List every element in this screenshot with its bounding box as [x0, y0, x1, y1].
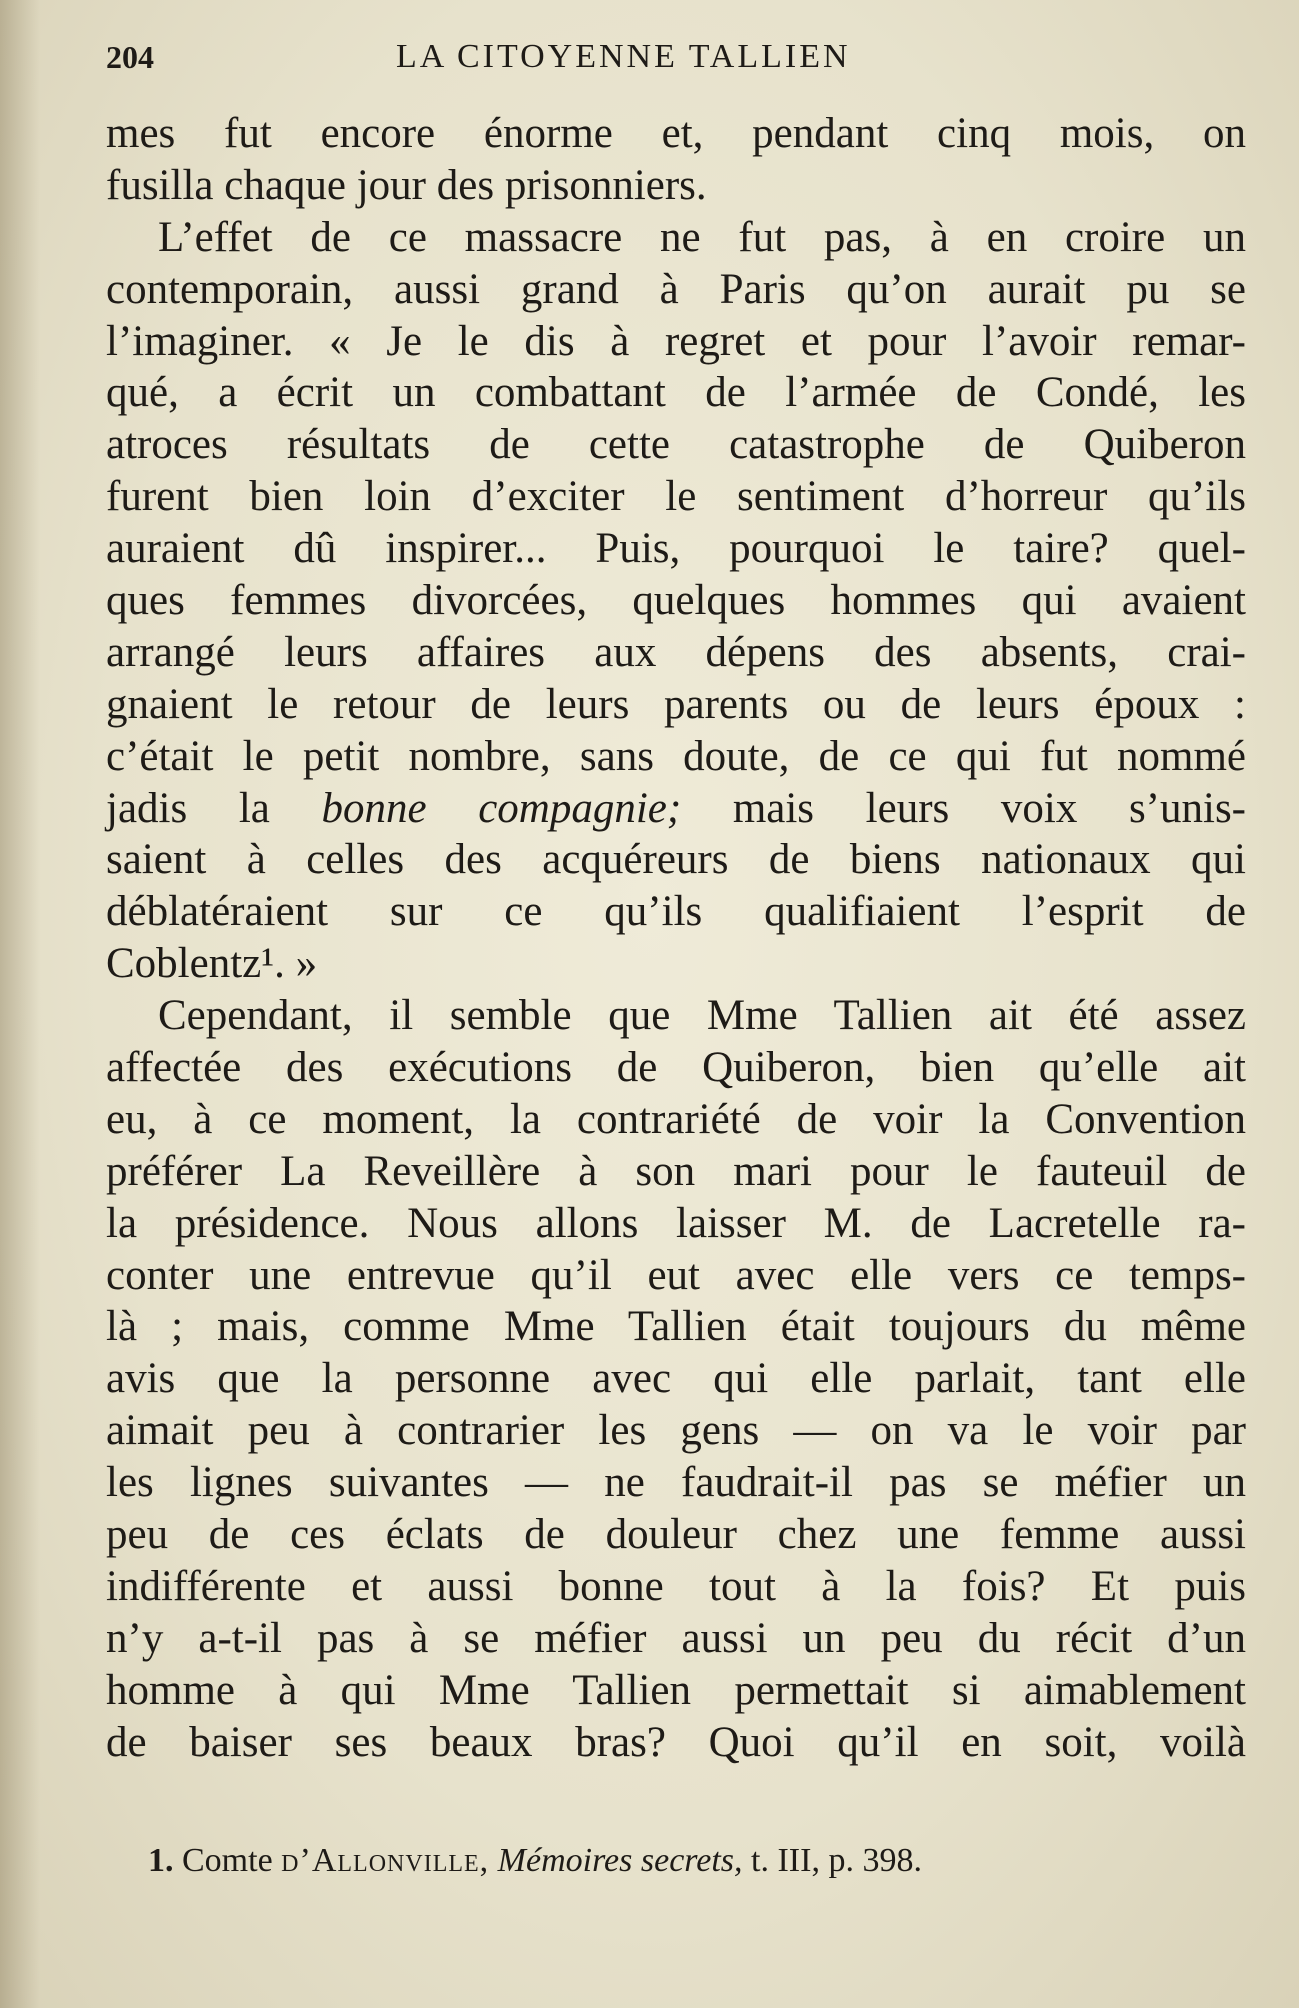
text-line: qué, a écrit un combattant de l’armée de Condé, les	[106, 369, 1246, 417]
page-number: 204	[106, 39, 154, 75]
text-line: Cependant, il semble que Mme Tallien ait été assez	[158, 992, 1246, 1040]
text-line: l’imaginer. « Je le dis à regret et pour l’avoir remar-	[106, 317, 1246, 365]
text-line: atroces résultats de cette catastrophe de Quiberon	[106, 421, 1246, 469]
text-line: gnaient le retour de leurs parents ou de leurs époux :	[106, 680, 1246, 728]
running-title: LA CITOYENNE TALLIEN	[396, 38, 851, 75]
text-line: préférer La Reveillère à son mari pour le fauteuil de	[106, 1147, 1246, 1195]
text-line: conter une entrevue qu’il eut avec elle vers ce temps-	[106, 1251, 1246, 1299]
text-segment: jadis la	[106, 784, 322, 832]
text-line: furent bien loin d’exciter le sentiment d’horreur qu’ils	[106, 473, 1246, 521]
footnote	[148, 1836, 1148, 1886]
text-line: ques femmes divorcées, quelques hommes qui avaient	[106, 577, 1246, 625]
footnote-number: 1.	[148, 1842, 174, 1879]
text-line: les lignes suivantes — ne faudrait-il pas se méfier un	[106, 1459, 1246, 1507]
footnote-reference: t. III, p. 398.	[742, 1842, 922, 1879]
text-line: auraient dû inspirer... Puis, pourquoi le taire? quel-	[106, 525, 1246, 573]
page-header	[106, 32, 1246, 82]
italic-phrase: bonne compagnie;	[321, 784, 682, 832]
text-line: affectée des exécutions de Quiberon, bien qu’elle ait	[106, 1044, 1246, 1092]
text-line: là ; mais, comme Mme Tallien était toujours du même	[106, 1303, 1246, 1351]
text-line: homme à qui Mme Tallien permettait si aimablement	[106, 1666, 1246, 1714]
text-line: saient à celles des acquéreurs de biens nationaux qui	[106, 836, 1246, 884]
text-line: indifférente et aussi bonne tout à la fois? Et puis	[106, 1562, 1246, 1610]
text-line: n’y a-t-il pas à se méfier aussi un peu du récit d’un	[106, 1614, 1246, 1662]
text-line-with-italic	[106, 783, 1246, 835]
binding-shadow	[0, 0, 40, 2008]
text-line: déblatéraient sur ce qu’ils qualifiaient l’esprit de	[106, 888, 1246, 936]
body-text	[106, 108, 1246, 1769]
footnote-author: d’Allonville,	[281, 1842, 490, 1879]
footnote-author-prefix: Comte	[182, 1842, 282, 1879]
footnote-title: Mémoires secrets,	[497, 1842, 743, 1879]
text-line: avis que la personne avec qui elle parlait, tant elle	[106, 1355, 1246, 1403]
text-line: Coblentz¹. »	[106, 940, 318, 988]
text-line: arrangé leurs affaires aux dépens des absents, crai-	[106, 628, 1246, 676]
text-line: c’était le petit nombre, sans doute, de ce qui fut nommé	[106, 732, 1246, 780]
text-line: la présidence. Nous allons laisser M. de Lacretelle ra-	[106, 1199, 1246, 1247]
text-segment: mais leurs voix s’unis-	[681, 784, 1246, 832]
text-line: aimait peu à contrarier les gens — on va le voir par	[106, 1407, 1246, 1455]
text-line: de baiser ses beaux bras? Quoi qu’il en soit, voilà	[106, 1718, 1246, 1766]
text-line: contemporain, aussi grand à Paris qu’on aurait pu se	[106, 265, 1246, 313]
text-line: fusilla chaque jour des prisonniers.	[106, 161, 707, 209]
text-line: mes fut encore énorme et, pendant cinq mois, on	[106, 110, 1246, 157]
text-line: peu de ces éclats de douleur chez une femme aussi	[106, 1511, 1246, 1559]
text-line: L’effet de ce massacre ne fut pas, à en croire un	[158, 213, 1246, 261]
text-line: eu, à ce moment, la contrariété de voir la Convention	[106, 1095, 1246, 1143]
